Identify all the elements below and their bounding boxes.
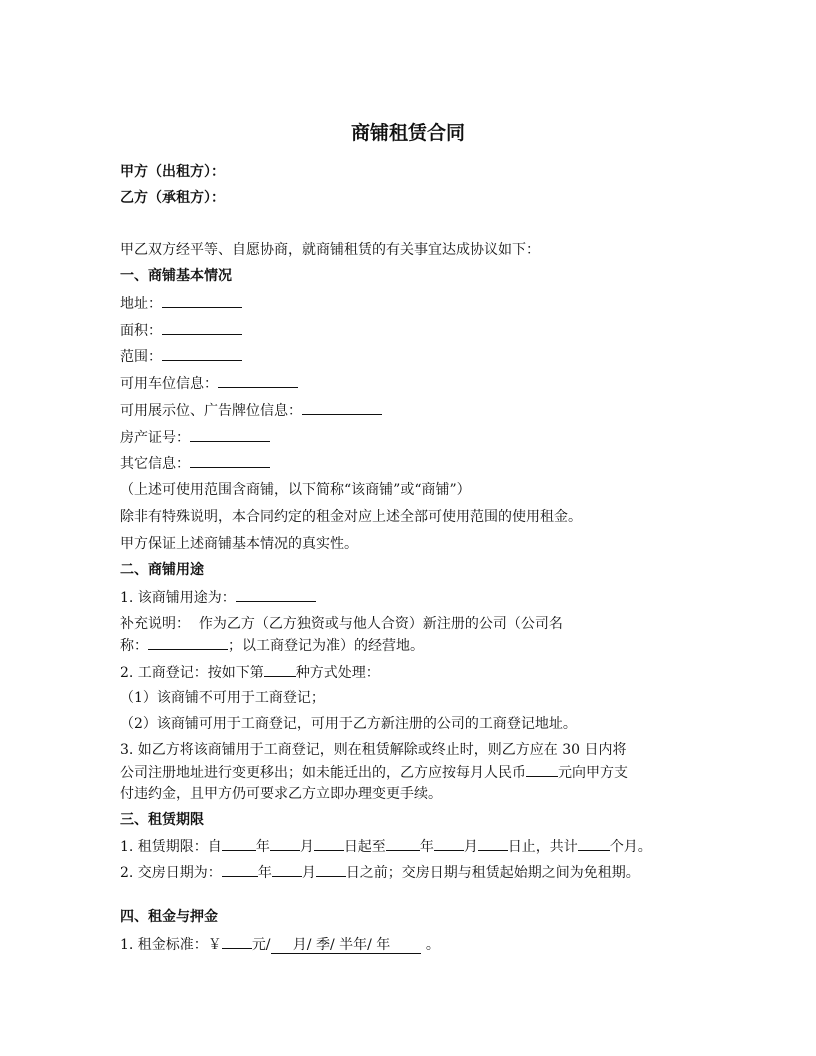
fill-in-blank[interactable] (314, 836, 344, 851)
fill-in-blank[interactable] (222, 836, 256, 851)
document-line (120, 836, 652, 857)
fill-in-blank[interactable] (526, 762, 558, 777)
text-segment: 房产证号： (120, 430, 190, 446)
text-segment: 甲乙双方经平等、自愿协商，就商铺租赁的有关事宜达成协议如下： (120, 242, 540, 258)
document-title: 商铺租赁合同 (350, 122, 465, 144)
document-line (120, 534, 358, 554)
text-segment: 月 (463, 839, 478, 855)
fill-in-blank[interactable] (386, 836, 420, 851)
fill-in-blank[interactable] (148, 635, 228, 650)
text-segment: 公司注册地址进行变更移出；如未能迁出的，乙方应按每月人民币 (120, 765, 526, 781)
fill-in-blank[interactable] (578, 836, 610, 851)
text-segment: 一、商铺基本情况 (120, 268, 232, 284)
text-segment: ；以工商登记为准）的经营地。 (228, 638, 424, 654)
text-segment: 2. 工商登记：按如下第 (120, 665, 264, 681)
text-segment: 。 (421, 937, 440, 953)
fill-in-blank[interactable] (222, 862, 258, 877)
text-segment: 日止，共计 (507, 839, 578, 855)
fill-in-blank[interactable] (222, 934, 252, 949)
text-segment: 除非有特殊说明，本合同约定的租金对应上述全部可使用范围的使用租金。 (120, 509, 582, 525)
fill-in-blank[interactable] (162, 293, 242, 308)
text-segment: 月 (301, 865, 316, 881)
document-line (120, 762, 628, 783)
text-segment: 补充说明： 作为乙方（乙方独资或与他人合资）新注册的公司（公司名 (120, 616, 563, 632)
text-segment: 个月。 (609, 839, 652, 855)
text-segment: 年 (419, 839, 434, 855)
document-line (120, 635, 424, 656)
fill-in-blank[interactable] (302, 400, 382, 415)
text-segment: 四、租金与押金 (120, 909, 218, 925)
text-segment: 年 (257, 865, 272, 881)
text-segment: 可用车位信息： (120, 376, 218, 392)
text-segment: 付违约金，且甲方仍可要求乙方立即办理变更手续。 (120, 786, 442, 802)
document-line (120, 862, 640, 883)
document-line (120, 427, 270, 448)
text-segment: 二、商铺用途 (120, 562, 204, 578)
document-line (120, 400, 382, 421)
fill-in-blank[interactable] (264, 662, 296, 677)
document-line (120, 714, 577, 734)
fill-in-blank[interactable] (316, 862, 346, 877)
fill-in-blank[interactable] (236, 587, 316, 602)
fill-in-blank[interactable] (190, 453, 270, 468)
fill-in-blank[interactable] (218, 373, 298, 388)
text-segment: 3. 如乙方将该商铺用于工商登记，则在租赁解除或终止时，则乙方应在 30 日内将 (120, 742, 627, 758)
text-segment: 种方式处理： (295, 665, 380, 681)
text-segment: 范围： (120, 349, 162, 365)
underlined-options: 月/ 季/ 半年/ 年 (270, 937, 422, 953)
fill-in-blank[interactable] (162, 346, 242, 361)
document-line (120, 320, 242, 341)
fill-in-blank[interactable] (434, 836, 464, 851)
text-segment: 1. 该商铺用途为： (120, 590, 236, 606)
text-segment: 三、租赁期限 (120, 812, 204, 828)
document-line (120, 373, 298, 394)
fill-in-blank[interactable] (478, 836, 508, 851)
section-heading (120, 560, 204, 580)
document-line (120, 740, 627, 760)
document-line (120, 688, 325, 708)
document-line (120, 240, 540, 260)
text-segment: 面积： (120, 323, 162, 339)
text-segment: （上述可使用范围含商铺，以下简称“该商铺”或“商铺”） (120, 482, 471, 498)
fill-in-blank[interactable] (190, 427, 270, 442)
text-segment: 月 (299, 839, 314, 855)
text-segment: 日起至 (343, 839, 386, 855)
text-segment: 可用展示位、广告牌位信息： (120, 403, 302, 419)
text-segment: 甲方保证上述商铺基本情况的真实性。 (120, 536, 358, 552)
section-heading (120, 810, 204, 830)
section-heading (120, 907, 218, 927)
document-line (120, 453, 270, 474)
text-segment: 地址： (120, 296, 162, 312)
document-line (120, 934, 440, 955)
section-heading (120, 162, 225, 182)
text-segment: 称： (120, 638, 148, 654)
text-segment: 1. 租金标准：￥ (120, 937, 222, 953)
fill-in-blank[interactable] (272, 862, 302, 877)
document-line (120, 293, 242, 314)
text-segment: 乙方（承租方）： (120, 190, 225, 206)
document-line (120, 346, 242, 367)
text-segment: 年 (255, 839, 270, 855)
text-segment: 1. 租赁期限：自 (120, 839, 222, 855)
text-segment: 元向甲方支 (558, 765, 628, 781)
document-line (120, 662, 380, 683)
fill-in-blank[interactable] (162, 320, 242, 335)
document-line (120, 784, 442, 804)
text-segment: 2. 交房日期为： (120, 865, 222, 881)
document-line (120, 507, 582, 527)
document-line (120, 480, 471, 500)
text-segment: （2）该商铺可用于工商登记，可用于乙方新注册的公司的工商登记地址。 (120, 716, 577, 732)
document-line (120, 587, 316, 608)
text-segment: 甲方（出租方）： (120, 164, 225, 180)
fill-in-blank[interactable] (270, 836, 300, 851)
text-segment: 其它信息： (120, 456, 190, 472)
text-segment: 日之前；交房日期与租赁起始期之间为免租期。 (345, 865, 640, 881)
section-heading (120, 188, 225, 208)
text-segment: 元/ (251, 937, 271, 953)
section-heading (120, 266, 232, 286)
text-segment: （1）该商铺不可用于工商登记； (120, 690, 325, 706)
document-line (120, 614, 563, 634)
